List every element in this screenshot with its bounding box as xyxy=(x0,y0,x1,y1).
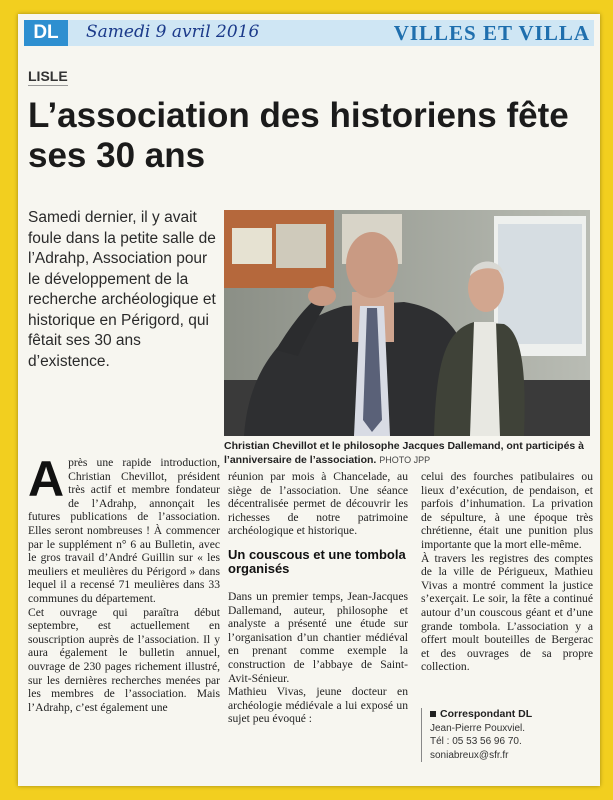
article-column-3 xyxy=(421,470,593,674)
article-column-1 xyxy=(28,451,220,714)
body-paragraph: près une rapide introduction, Christian Chevillot, président très actif et membre fondateur de l’Adrahp, annonçait les futures publications de l’association. Elles seront nombreuses ! À commencer par le supplément n° 6 au Bulletin, avec le gros travail d’André Guillin sur « les meuliers et meulières du Périgord » dans lequel il a recensé 71 meulières dans 33 communes du département. xyxy=(28,456,220,605)
correspondent-signature xyxy=(421,708,602,762)
correspondent-title-text: Correspondant DL xyxy=(440,708,533,720)
section-title: VILLES ET VILLA xyxy=(393,21,590,45)
drop-cap: A xyxy=(28,451,65,507)
correspondent-title xyxy=(430,708,602,722)
photo-illustration xyxy=(224,210,590,436)
body-paragraph: Cet ouvrage qui paraîtra début septembre, est actuellement en souscription auprès de l’association. Il y aura également le bulletin annuel, ouvrage de 230 pages richement illustré, sur les dernières recherches menées par les membres de l’association. Mais l’Adrahp, c’est également une xyxy=(28,605,220,714)
correspondent-email: soniabreux@sfr.fr xyxy=(430,749,509,761)
subheading: Un couscous et une tombola organisés xyxy=(228,546,406,576)
article-column-2 xyxy=(228,470,408,726)
body-paragraph: À travers les registres des comptes de la ville de Périgueux, Mathieu Vivas a montré comment la justice s’exerçait. Le soir, la fête a continué autour d’un couscous géant et d’une grande tombola. L’association y a offert moult bouteilles de Bergerac et des ouvrages de sa propre collection. xyxy=(421,551,593,674)
square-bullet-icon xyxy=(430,711,436,717)
correspondent-phone: Tél : 05 53 56 96 70. xyxy=(430,736,522,747)
article-photo xyxy=(224,210,590,436)
caption-text: Christian Chevillot et le philosophe Jacques Dallemand, ont participés à l’anniversaire de l’association. xyxy=(224,440,584,466)
headline: L’association des historiens fête ses 30 ans xyxy=(28,96,569,175)
page-header xyxy=(24,20,594,46)
photo-credit: PHOTO JPP xyxy=(379,454,431,465)
body-paragraph: réunion par mois à Chancelade, au siège de l’association. Une séance décentralisée permet de découvrir les richesses de notre patrimoine archéologique et historique. xyxy=(228,470,408,538)
body-paragraph: celui des fourches patibulaires ou lieux d’exécution, de pendaison, et parfois d’inhumation. La privation de sépulture, à une époque très chrétienne, était une punition plus importante que la mort elle-même. xyxy=(421,470,593,551)
photo-caption xyxy=(224,440,594,467)
body-paragraph: Dans un premier temps, Jean-Jacques Dallemand, auteur, philosophe et analyste a présenté une étude sur l’organisation d’un chantier médiéval en prenant comme exemple la construction de l’abbaye de Saint-Avit-Sénieur. xyxy=(228,589,408,685)
intro-paragraph: Samedi dernier, il y avait foule dans la petite salle de l’Adrahp, Association pour le développement de la recherche archéologique et historique en Périgord, qui fêtait ses 30 ans d’existence. xyxy=(28,209,216,370)
newspaper-clipping xyxy=(18,14,600,786)
handwritten-date: Samedi 9 avril 2016 xyxy=(86,22,260,42)
kicker-location: LISLE xyxy=(28,68,68,84)
correspondent-name: Jean-Pierre Pouxviel. xyxy=(430,722,526,734)
dl-logo: DL xyxy=(24,20,68,46)
body-paragraph: Mathieu Vivas, jeune docteur en archéologie médiévale a lui exposé un sujet peu évoqué : xyxy=(228,685,408,726)
